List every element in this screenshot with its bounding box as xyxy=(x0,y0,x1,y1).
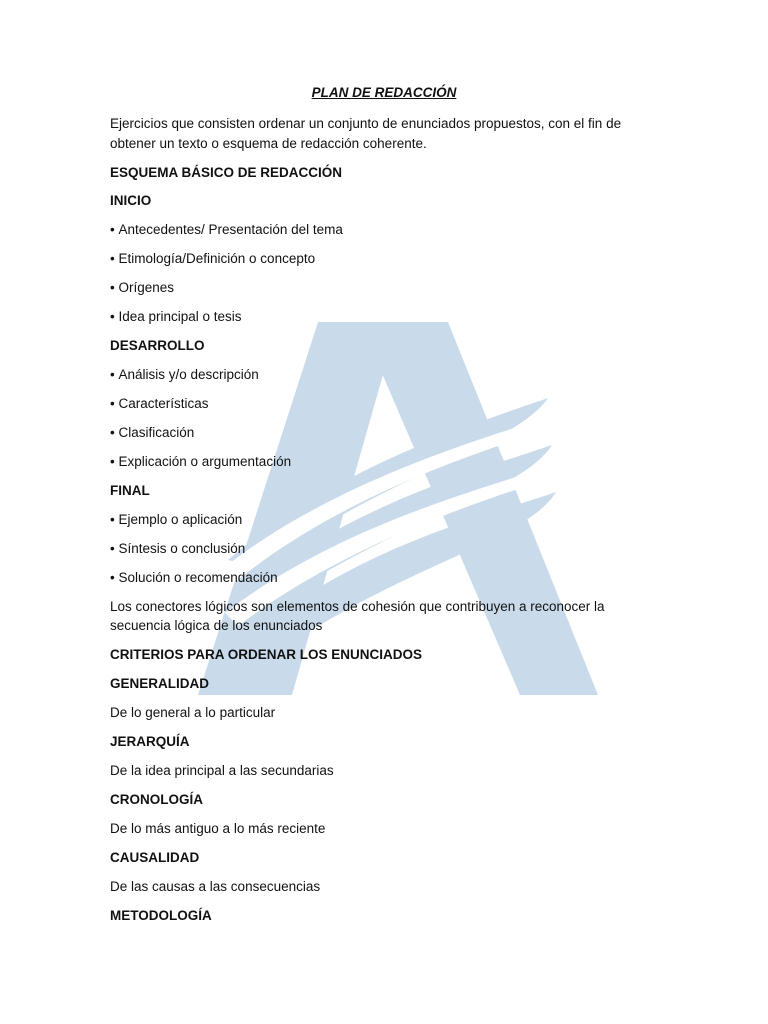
criterion-name: GENERALIDAD xyxy=(110,676,210,691)
final-heading: FINAL xyxy=(110,483,150,498)
inicio-heading: INICIO xyxy=(110,193,152,208)
criterion-name: JERARQUÍA xyxy=(110,734,190,749)
final-item: • Síntesis o conclusión xyxy=(110,539,650,559)
final-item: • Solución o recomendación xyxy=(110,568,650,588)
inicio-item: • Antecedentes/ Presentación del tema xyxy=(110,220,650,240)
desarrollo-heading: DESARROLLO xyxy=(110,338,205,353)
criterion-description: De lo general a lo particular xyxy=(110,705,276,720)
criterion-description: De la idea principal a las secundarias xyxy=(110,763,334,778)
criterion-description: De lo más antiguo a lo más reciente xyxy=(110,821,326,836)
intro-text-line-1: Ejercicios que consisten ordenar un conjunto de enunciados propuestos, con el fin de xyxy=(110,116,622,131)
final-item: • Ejemplo o aplicación xyxy=(110,510,650,530)
inicio-item: • Etimología/Definición o concepto xyxy=(110,249,650,269)
inicio-item: • Idea principal o tesis xyxy=(110,307,650,327)
desarrollo-item: • Clasificación xyxy=(110,423,650,443)
desarrollo-item: • Características xyxy=(110,394,650,414)
desarrollo-item: • Análisis y/o descripción xyxy=(110,365,650,385)
schema-heading: ESQUEMA BÁSICO DE REDACCIÓN xyxy=(110,165,343,180)
criterion-name: CAUSALIDAD xyxy=(110,850,200,865)
document-title: PLAN DE REDACCIÓN xyxy=(311,85,457,100)
connectors-text-line-2: secuencia lógica de los enunciados xyxy=(110,618,323,633)
criterion-name: CRONOLOGÍA xyxy=(110,792,203,807)
criterion-name: METODOLOGÍA xyxy=(110,908,212,923)
criteria-heading: CRITERIOS PARA ORDENAR LOS ENUNCIADOS xyxy=(110,647,423,662)
intro-text-line-2: obtener un texto o esquema de redacción coherente. xyxy=(110,136,427,151)
inicio-item: • Orígenes xyxy=(110,278,650,298)
connectors-text-line-1: Los conectores lógicos son elementos de cohesión que contribuyen a reconocer la xyxy=(110,599,605,614)
desarrollo-item: • Explicación o argumentación xyxy=(110,452,650,472)
criterion-description: De las causas a las consecuencias xyxy=(110,879,321,894)
